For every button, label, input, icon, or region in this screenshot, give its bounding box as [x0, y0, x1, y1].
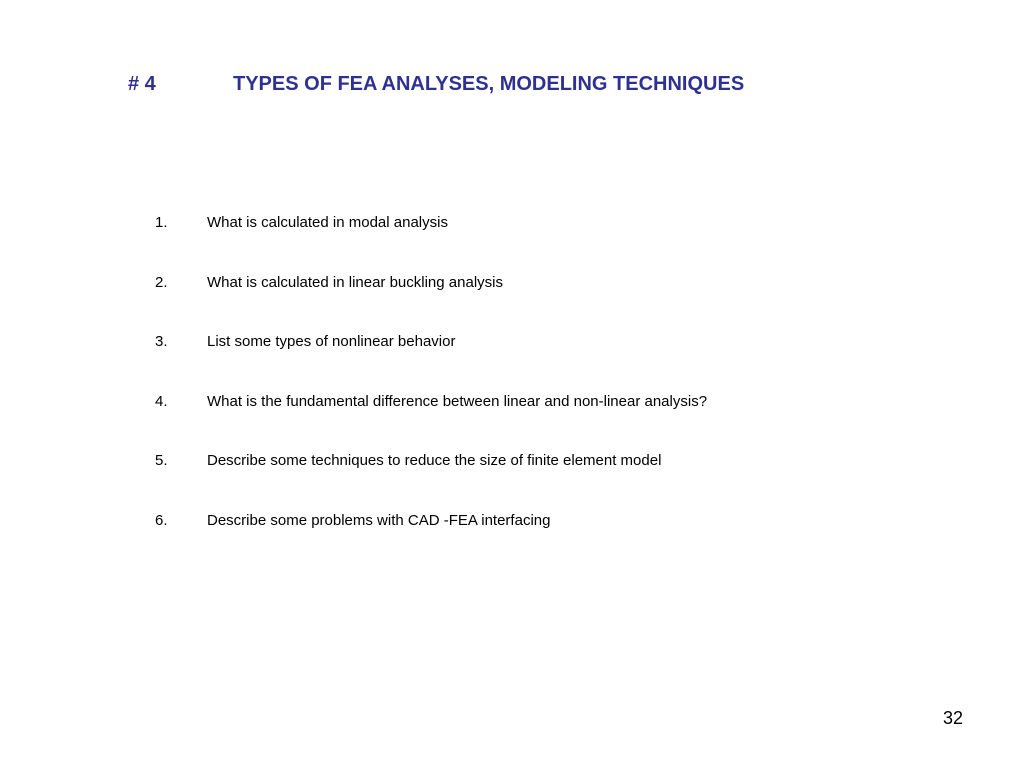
- question-item-2: [0, 272, 1024, 332]
- page-number: 32: [942, 708, 963, 728]
- question-text: Describe some problems with CAD -FEA interfacing: [207, 511, 551, 529]
- question-item-4: [0, 391, 1024, 451]
- question-item-1: [0, 212, 1024, 272]
- question-item-3: [0, 331, 1024, 391]
- question-number: 6.: [155, 511, 168, 529]
- question-number: 1.: [155, 214, 168, 231]
- question-number: 5.: [155, 452, 168, 470]
- question-text: What is calculated in linear buckling analysis: [207, 273, 503, 291]
- question-list: [0, 212, 1024, 570]
- question-text: Describe some techniques to reduce the size of finite element model: [207, 452, 662, 470]
- slide-title: [0, 69, 1024, 99]
- question-number: 3.: [155, 333, 168, 351]
- title-text: TYPES OF FEA ANALYSES, MODELING TECHNIQUES: [233, 73, 745, 95]
- question-text: What is calculated in modal analysis: [207, 214, 448, 231]
- question-item-6: [0, 510, 1024, 570]
- title-number: # 4: [128, 73, 156, 95]
- question-item-5: [0, 450, 1024, 510]
- question-text: What is the fundamental difference between linear and non-linear analysis?: [207, 392, 708, 410]
- question-number: 2.: [155, 273, 168, 291]
- question-number: 4.: [155, 392, 168, 410]
- question-text: List some types of nonlinear behavior: [207, 333, 456, 351]
